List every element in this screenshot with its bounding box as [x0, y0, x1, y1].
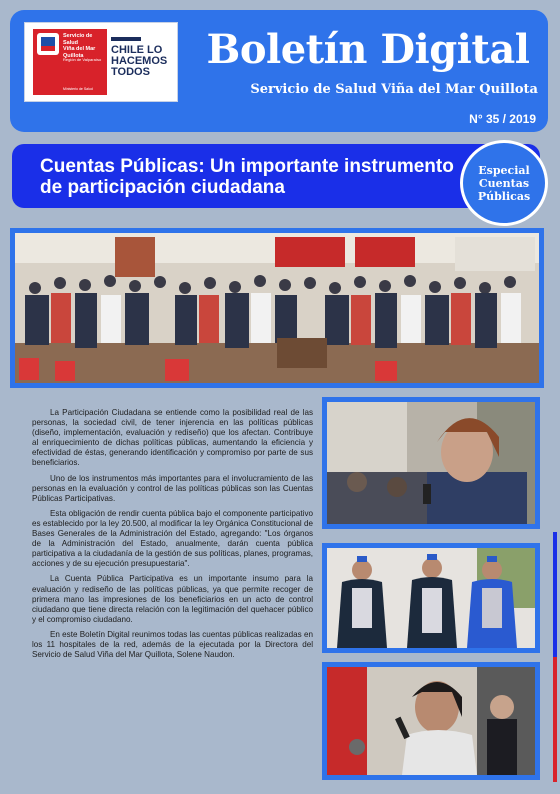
logo-red-block: [33, 29, 107, 95]
ministry-logo: [24, 22, 178, 102]
header: [10, 10, 548, 132]
article-paragraph: La Participación Ciudadana se entiende como la posibilidad real de las personas, la sociedad civil, de tener injerencia en las políticas públicas (diseño, implementación, evaluación y rediseño) que los afectan. Contribuye al enriquecimiento de dichas políticas públicas, aumentando la eficiencia y efectividad de éstas, generando identificación y compromiso por parte de sus beneficiarios.: [32, 408, 313, 468]
decorative-stripe: [553, 532, 557, 782]
headline-title: Cuentas Públicas: Un importante instrumento de participación ciudadana: [40, 156, 454, 198]
article-paragraph: Uno de los instrumentos más importantes para el involucramiento de las personas en la evaluación y control de las políticas públicas son las Cuentas Públicas Participativas.: [32, 473, 313, 503]
logo-region: Región de Valparaíso: [63, 57, 102, 62]
traditional-dress-photo-image: [327, 548, 535, 648]
microphone-speaker-photo-image: [327, 667, 535, 775]
group-photo: [10, 228, 544, 388]
article-paragraph: La Cuenta Pública Participativa es un importante insumo para la evaluación y rediseño de las políticas públicas, ya que permite recoger de primera mano las impresiones de los beneficiarios en un acto de control ciudadano que tiene directa relación con la legitimación del quehacer público y el compromiso ciudadano.: [32, 574, 313, 624]
bulletin-title: Boletín Digital: [206, 26, 530, 73]
article-paragraph: Esta obligación de rendir cuenta pública bajo el componente participativo es establecido por la ley 20.500, al modificar la ley Orgánica Constitucional de Bases Generales de la Administración del Estado, agregando: "Los órganos de la Administración del Estado, anualmente, darán cuenta pública participativa a la ciudadanía de la gestión de sus políticas, planes, programas, acciones y de su ejecución presupuestaria".: [32, 508, 313, 569]
speaker-photo-image: [327, 402, 535, 524]
group-photo-image: [15, 233, 539, 383]
badge-line-1: Especial: [478, 163, 530, 177]
issue-number: N° 35 / 2019: [469, 112, 536, 126]
badge-line-3: Públicas: [477, 189, 531, 203]
badge-line-2: Cuentas: [478, 176, 530, 190]
article-paragraph: En este Boletín Digital reunimos todas las cuentas públicas realizadas en los 11 hospitales de la red, además de la ejecutada por la Directora del Servicio de Salud Viña del Mar Quillota, Solene Naudon.: [32, 629, 313, 660]
logo-slogan-bar: [111, 37, 141, 41]
traditional-dress-photo: [322, 543, 540, 653]
speaker-photo: [322, 397, 540, 529]
microphone-speaker-photo: [322, 662, 540, 780]
bulletin-subtitle: Servicio de Salud Viña del Mar Quillota: [250, 82, 538, 97]
special-edition-badge: [460, 140, 548, 226]
logo-slogan: CHILE LO HACEMOS TODOS: [111, 44, 168, 78]
logo-ministry: Ministerio de Salud: [63, 87, 93, 91]
article-body: [32, 408, 313, 665]
logo-org-name: Servicio de Salud Viña del Mar Quillota: [63, 33, 96, 59]
chile-coat-of-arms-icon: [37, 33, 59, 55]
